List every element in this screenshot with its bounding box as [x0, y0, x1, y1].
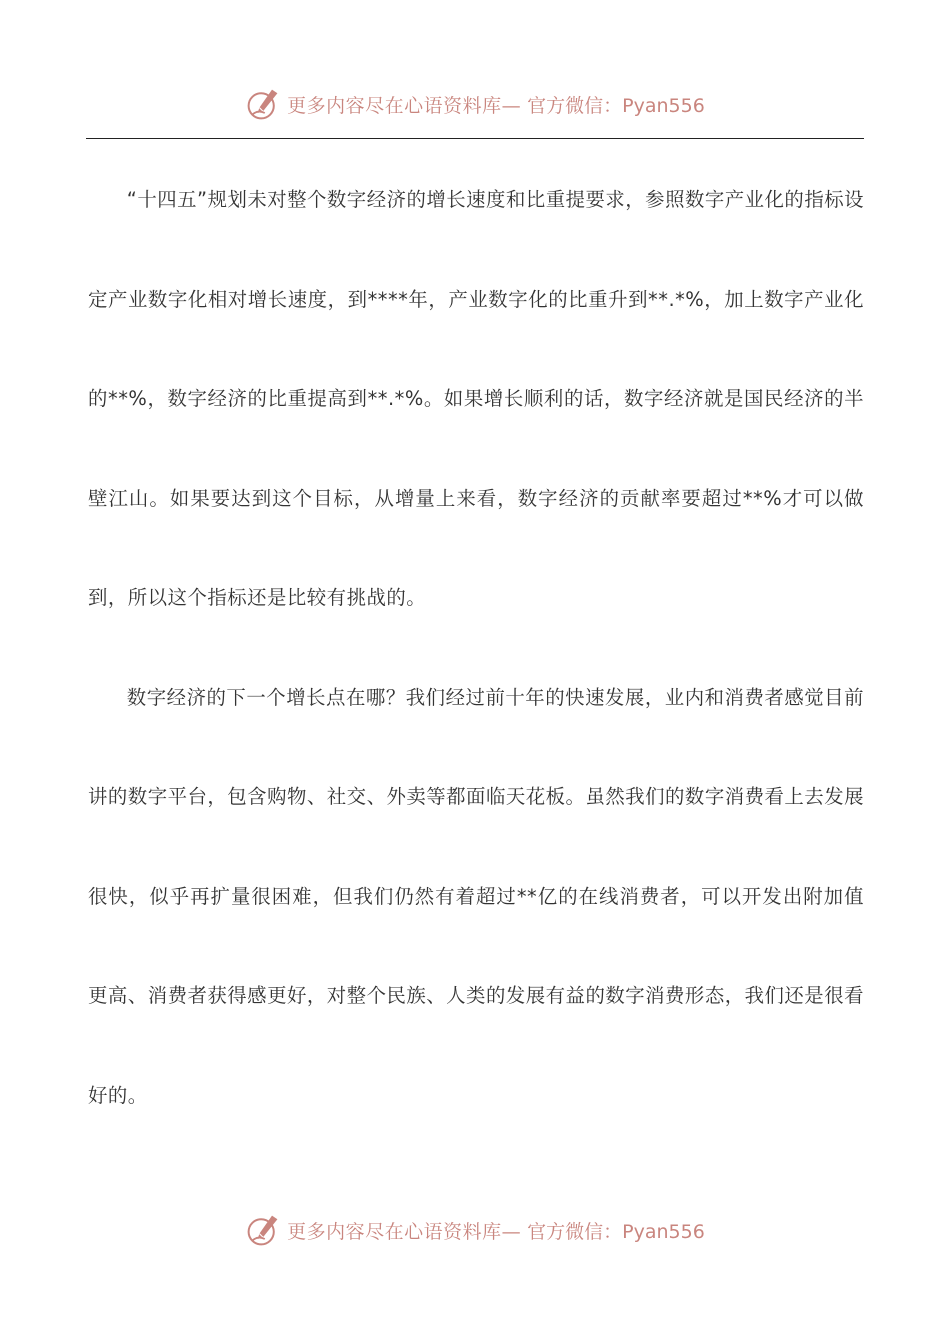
- header-banner: [0, 84, 950, 124]
- paragraph: “十四五”规划未对整个数字经济的增长速度和比重提要求，参照数字产业化的指标设定产业数字化相对增长速度，到****年，产业数字化的比重升到**.*%，加上数字产业化的**%，数字经济的比重提高到**.*%。如果增长顺利的话，数字经济就是国民经济的半壁江山。如果要达到这个目标，从增量上来看，数字经济的贡献率要超过**%才可以做到，所以这个指标还是比较有挑战的。: [88, 188, 864, 609]
- banner-brand-text: 更多内容尽在心语资料库—: [287, 1220, 522, 1243]
- paragraph: 数字经济的下一个增长点在哪？我们经过前十年的快速发展，业内和消费者感觉目前讲的数字平台，包含购物、社交、外卖等都面临天花板。虽然我们的数字消费看上去发展很快，似乎再扩量很困难，但我们仍然有着超过**亿的在线消费者，可以开发出附加值更高、消费者获得感更好，对整个民族、人类的发展有益的数字消费形态，我们还是很看好的。: [88, 685, 864, 1107]
- banner-wechat-text: 官方微信：Pyan556: [527, 1220, 705, 1243]
- banner-brand-text: 更多内容尽在心语资料库—: [287, 94, 522, 117]
- header-divider: [86, 138, 864, 139]
- footer-banner: [0, 1210, 950, 1250]
- document-body: [88, 150, 864, 1145]
- pen-nib-logo-icon: [245, 86, 281, 122]
- pen-nib-logo-icon: [245, 1212, 281, 1248]
- banner-wechat-text: 官方微信：Pyan556: [527, 94, 705, 117]
